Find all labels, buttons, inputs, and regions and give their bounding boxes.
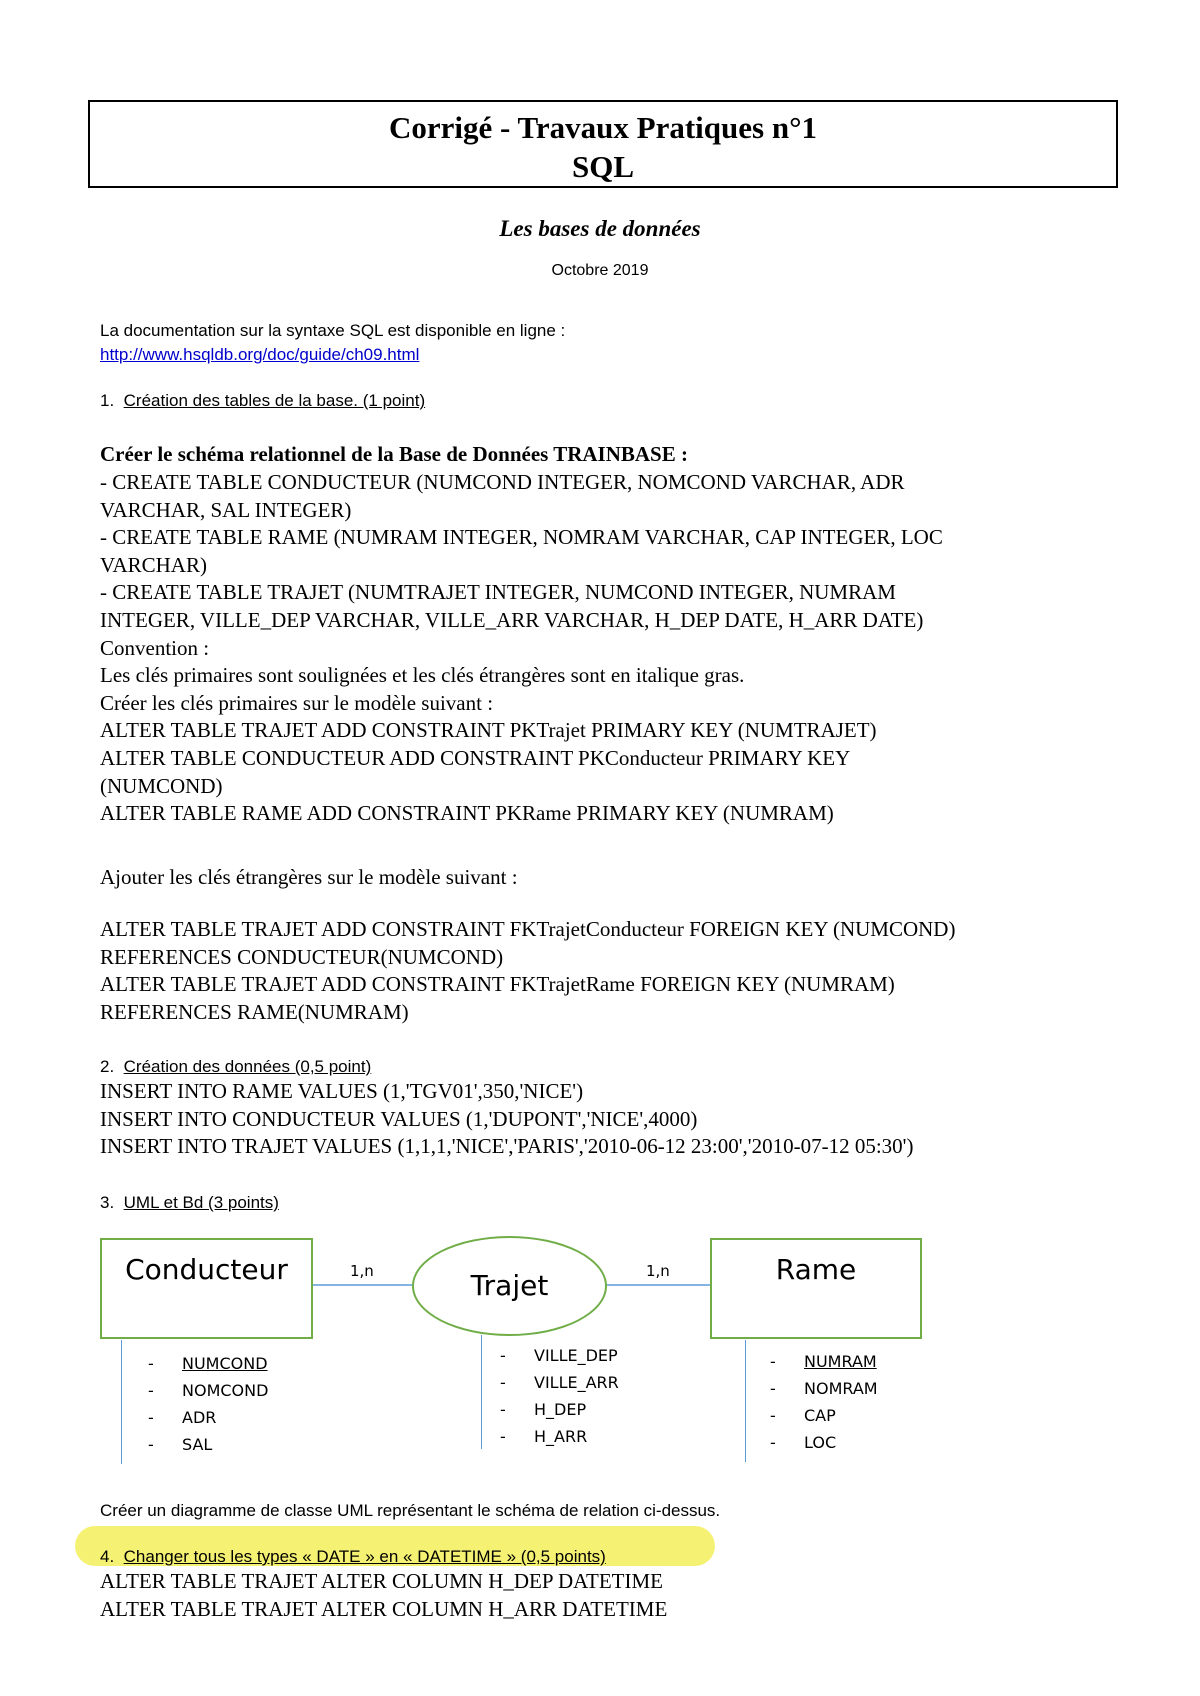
attr-item: - VILLE_DEP: [500, 1346, 618, 1365]
attr-ville-arr: VILLE_ARR: [534, 1373, 619, 1392]
attr-item: - NUMRAM: [770, 1352, 877, 1371]
text-line: Les clés primaires sont soulignées et les clés étrangères sont en italique gras.: [100, 663, 745, 688]
attr-nomram: NOMRAM: [804, 1379, 878, 1398]
text-line: - CREATE TABLE TRAJET (NUMTRAJET INTEGER, NUMCOND INTEGER, NUMRAM: [100, 580, 896, 605]
section4-lines: [100, 1568, 667, 1623]
relation-trajet: [412, 1236, 607, 1336]
section2-number: 2.: [100, 1057, 115, 1076]
attr-item: - LOC: [770, 1433, 837, 1452]
section3-number: 3.: [100, 1193, 115, 1212]
entity-rame: [710, 1238, 922, 1339]
section4-heading: [100, 1546, 606, 1568]
attr-numram: NUMRAM: [804, 1352, 877, 1371]
text-line: ALTER TABLE TRAJET ALTER COLUMN H_DEP DATETIME: [100, 1569, 664, 1593]
text-line: Créer les clés primaires sur le modèle suivant :: [100, 690, 494, 715]
text-line: - CREATE TABLE CONDUCTEUR (NUMCOND INTEGER, NOMCOND VARCHAR, ADR: [100, 470, 905, 494]
attr-sal: SAL: [182, 1435, 213, 1454]
middle-attr-line: [481, 1335, 482, 1449]
section1-number: 1.: [100, 391, 115, 410]
section2-title: Création des données (0,5 point): [123, 1057, 372, 1076]
text-line: INTEGER, VILLE_DEP VARCHAR, VILLE_ARR VARCHAR, H_DEP DATE, H_ARR DATE): [100, 607, 924, 632]
text-line: VARCHAR, SAL INTEGER): [100, 497, 352, 522]
attr-item: - CAP: [770, 1406, 836, 1425]
entity-conducteur-label: Conducteur: [125, 1253, 288, 1286]
attr-item: - NOMCOND: [148, 1381, 269, 1400]
fk-intro: Ajouter les clés étrangères sur le modèle suivant :: [100, 865, 518, 889]
attr-h-arr: H_ARR: [534, 1427, 588, 1446]
attr-h-dep: H_DEP: [534, 1400, 587, 1419]
text-line: ALTER TABLE CONDUCTEUR ADD CONSTRAINT PKConducteur PRIMARY KEY: [100, 745, 851, 770]
attr-item: - NUMCOND: [148, 1354, 268, 1373]
trajet-attributes: [500, 1342, 619, 1450]
entity-conducteur: [100, 1238, 313, 1339]
text-line: - CREATE TABLE RAME (NUMRAM INTEGER, NOMRAM VARCHAR, CAP INTEGER, LOC: [100, 525, 943, 550]
section4-title: Changer tous les types « DATE » en « DATETIME » (0,5 points): [123, 1547, 606, 1566]
text-line: ALTER TABLE TRAJET ADD CONSTRAINT FKTrajetRame FOREIGN KEY (NUMRAM): [100, 972, 895, 997]
text-line: REFERENCES RAME(NUMRAM): [100, 999, 409, 1024]
section4-number: 4.: [100, 1547, 115, 1566]
doc-title: Corrigé - Travaux Pratiques n°1: [389, 110, 817, 145]
entity-rame-label: Rame: [775, 1253, 857, 1286]
attr-adr: ADR: [182, 1408, 217, 1427]
text-line: ALTER TABLE TRAJET ADD CONSTRAINT PKTrajet PRIMARY KEY (NUMTRAJET): [100, 718, 877, 743]
text-line: REFERENCES CONDUCTEUR(NUMCOND): [100, 944, 504, 969]
doc-link[interactable]: http://www.hsqldb.org/doc/guide/ch09.html: [100, 345, 420, 364]
conducteur-attributes: [148, 1350, 268, 1458]
attr-item: - H_DEP: [500, 1400, 587, 1419]
text-line: ALTER TABLE RAME ADD CONSTRAINT PKRame PRIMARY KEY (NUMRAM): [100, 801, 834, 826]
attr-item: - ADR: [148, 1408, 217, 1427]
right-attr-line: [745, 1340, 746, 1462]
text-line: ALTER TABLE TRAJET ADD CONSTRAINT FKTrajetConducteur FOREIGN KEY (NUMCOND): [100, 917, 956, 941]
left-cardinality: 1,n: [350, 1262, 374, 1280]
text-line: INSERT INTO RAME VALUES (1,'TGV01',350,'NICE'): [100, 1079, 584, 1103]
intro-text: La documentation sur la syntaxe SQL est disponible en ligne :: [100, 321, 566, 340]
attr-item: - VILLE_ARR: [500, 1373, 619, 1392]
section1-title: Création des tables de la base. (1 point): [123, 391, 426, 410]
text-line: ALTER TABLE TRAJET ALTER COLUMN H_ARR DATETIME: [100, 1596, 668, 1621]
relation-trajet-label: Trajet: [470, 1269, 549, 1302]
rame-attributes: [770, 1348, 878, 1456]
doc-date: Octobre 2019: [551, 262, 649, 279]
left-attr-line: [121, 1340, 122, 1464]
text-line: Convention :: [100, 635, 210, 660]
section3-caption: Créer un diagramme de classe UML représentant le schéma de relation ci-dessus.: [100, 1501, 721, 1520]
section3-title: UML et Bd (3 points): [123, 1193, 279, 1212]
attr-item: - SAL: [148, 1435, 213, 1454]
schema-title: Créer le schéma relationnel de la Base de Données TRAINBASE :: [100, 442, 688, 466]
text-line: (NUMCOND): [100, 773, 223, 798]
right-cardinality: 1,n: [646, 1262, 670, 1280]
attr-loc: LOC: [804, 1433, 837, 1452]
text-line: INSERT INTO CONDUCTEUR VALUES (1,'DUPONT','NICE',4000): [100, 1106, 698, 1131]
text-line: VARCHAR): [100, 552, 207, 577]
text-line: INSERT INTO TRAJET VALUES (1,1,1,'NICE','PARIS','2010-06-12 23:00','2010-07-12 05:30'): [100, 1134, 914, 1159]
attr-ville-dep: VILLE_DEP: [534, 1346, 618, 1365]
attr-item: - NOMRAM: [770, 1379, 878, 1398]
attr-nomcond: NOMCOND: [182, 1381, 269, 1400]
doc-title-sql: SQL: [571, 149, 635, 184]
attr-numcond: NUMCOND: [182, 1354, 268, 1373]
attr-item: - H_ARR: [500, 1427, 588, 1446]
attr-cap: CAP: [804, 1406, 836, 1425]
doc-subtitle: Les bases de données: [499, 216, 701, 241]
